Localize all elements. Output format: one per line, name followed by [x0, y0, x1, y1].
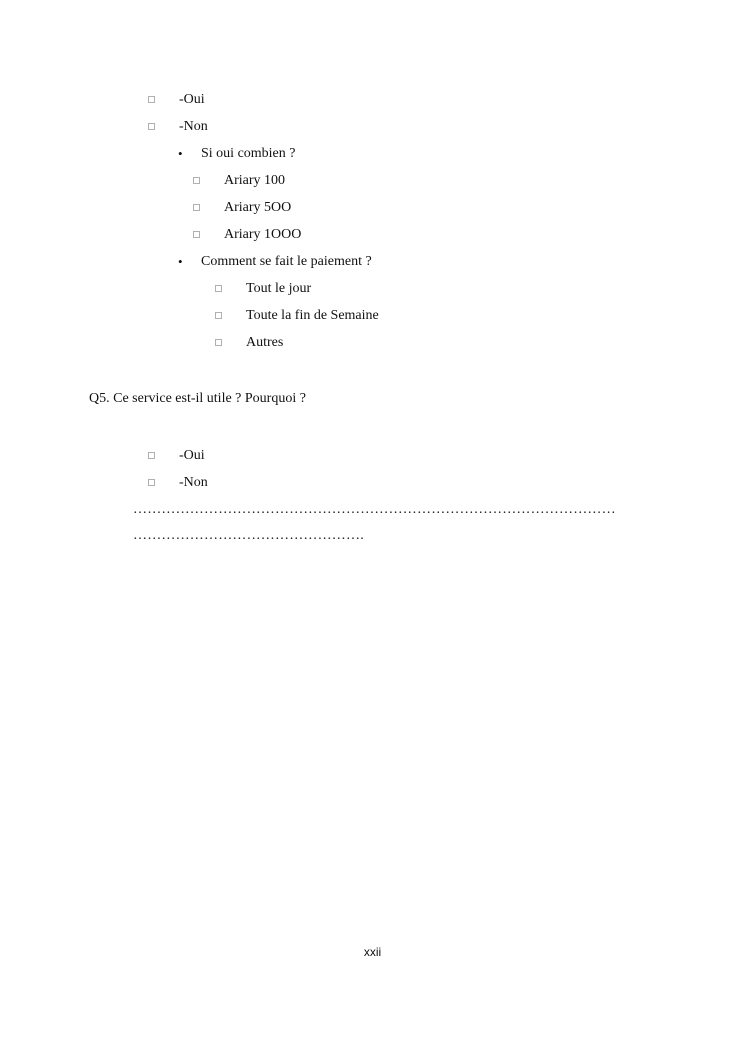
option-tout-le-jour: Tout le jour	[246, 281, 312, 296]
option-ariary-500: Ariary 5OO	[224, 200, 292, 215]
sub-question-paiement: Comment se fait le paiement ?	[201, 254, 372, 269]
option-non: -Non	[179, 119, 208, 134]
checkbox-icon	[215, 339, 222, 346]
sub-question-combien: Si oui combien ?	[201, 146, 296, 161]
checkbox-icon	[148, 96, 155, 103]
option-ariary-100: Ariary 100	[224, 173, 286, 188]
checkbox-icon	[193, 177, 200, 184]
bullet-icon: •	[178, 146, 183, 161]
page-number: xxii	[363, 945, 382, 959]
answer-line: …………………………………………………………………………………………	[133, 502, 616, 517]
checkbox-icon	[193, 231, 200, 238]
checkbox-icon	[193, 204, 200, 211]
option-ariary-1000: Ariary 1OOO	[224, 227, 302, 242]
option-fin-de-semaine: Toute la fin de Semaine	[246, 308, 379, 323]
answer-line: ………………………………………….	[133, 528, 364, 543]
option-oui: -Oui	[179, 92, 205, 107]
option-oui: -Oui	[179, 448, 205, 463]
option-non: -Non	[179, 475, 208, 490]
option-autres: Autres	[246, 335, 284, 350]
checkbox-icon	[148, 452, 155, 459]
checkbox-icon	[148, 479, 155, 486]
checkbox-icon	[215, 312, 222, 319]
bullet-icon: •	[178, 254, 183, 269]
question-q5: Q5. Ce service est-il utile ? Pourquoi ?	[89, 391, 306, 406]
checkbox-icon	[215, 285, 222, 292]
checkbox-icon	[148, 123, 155, 130]
